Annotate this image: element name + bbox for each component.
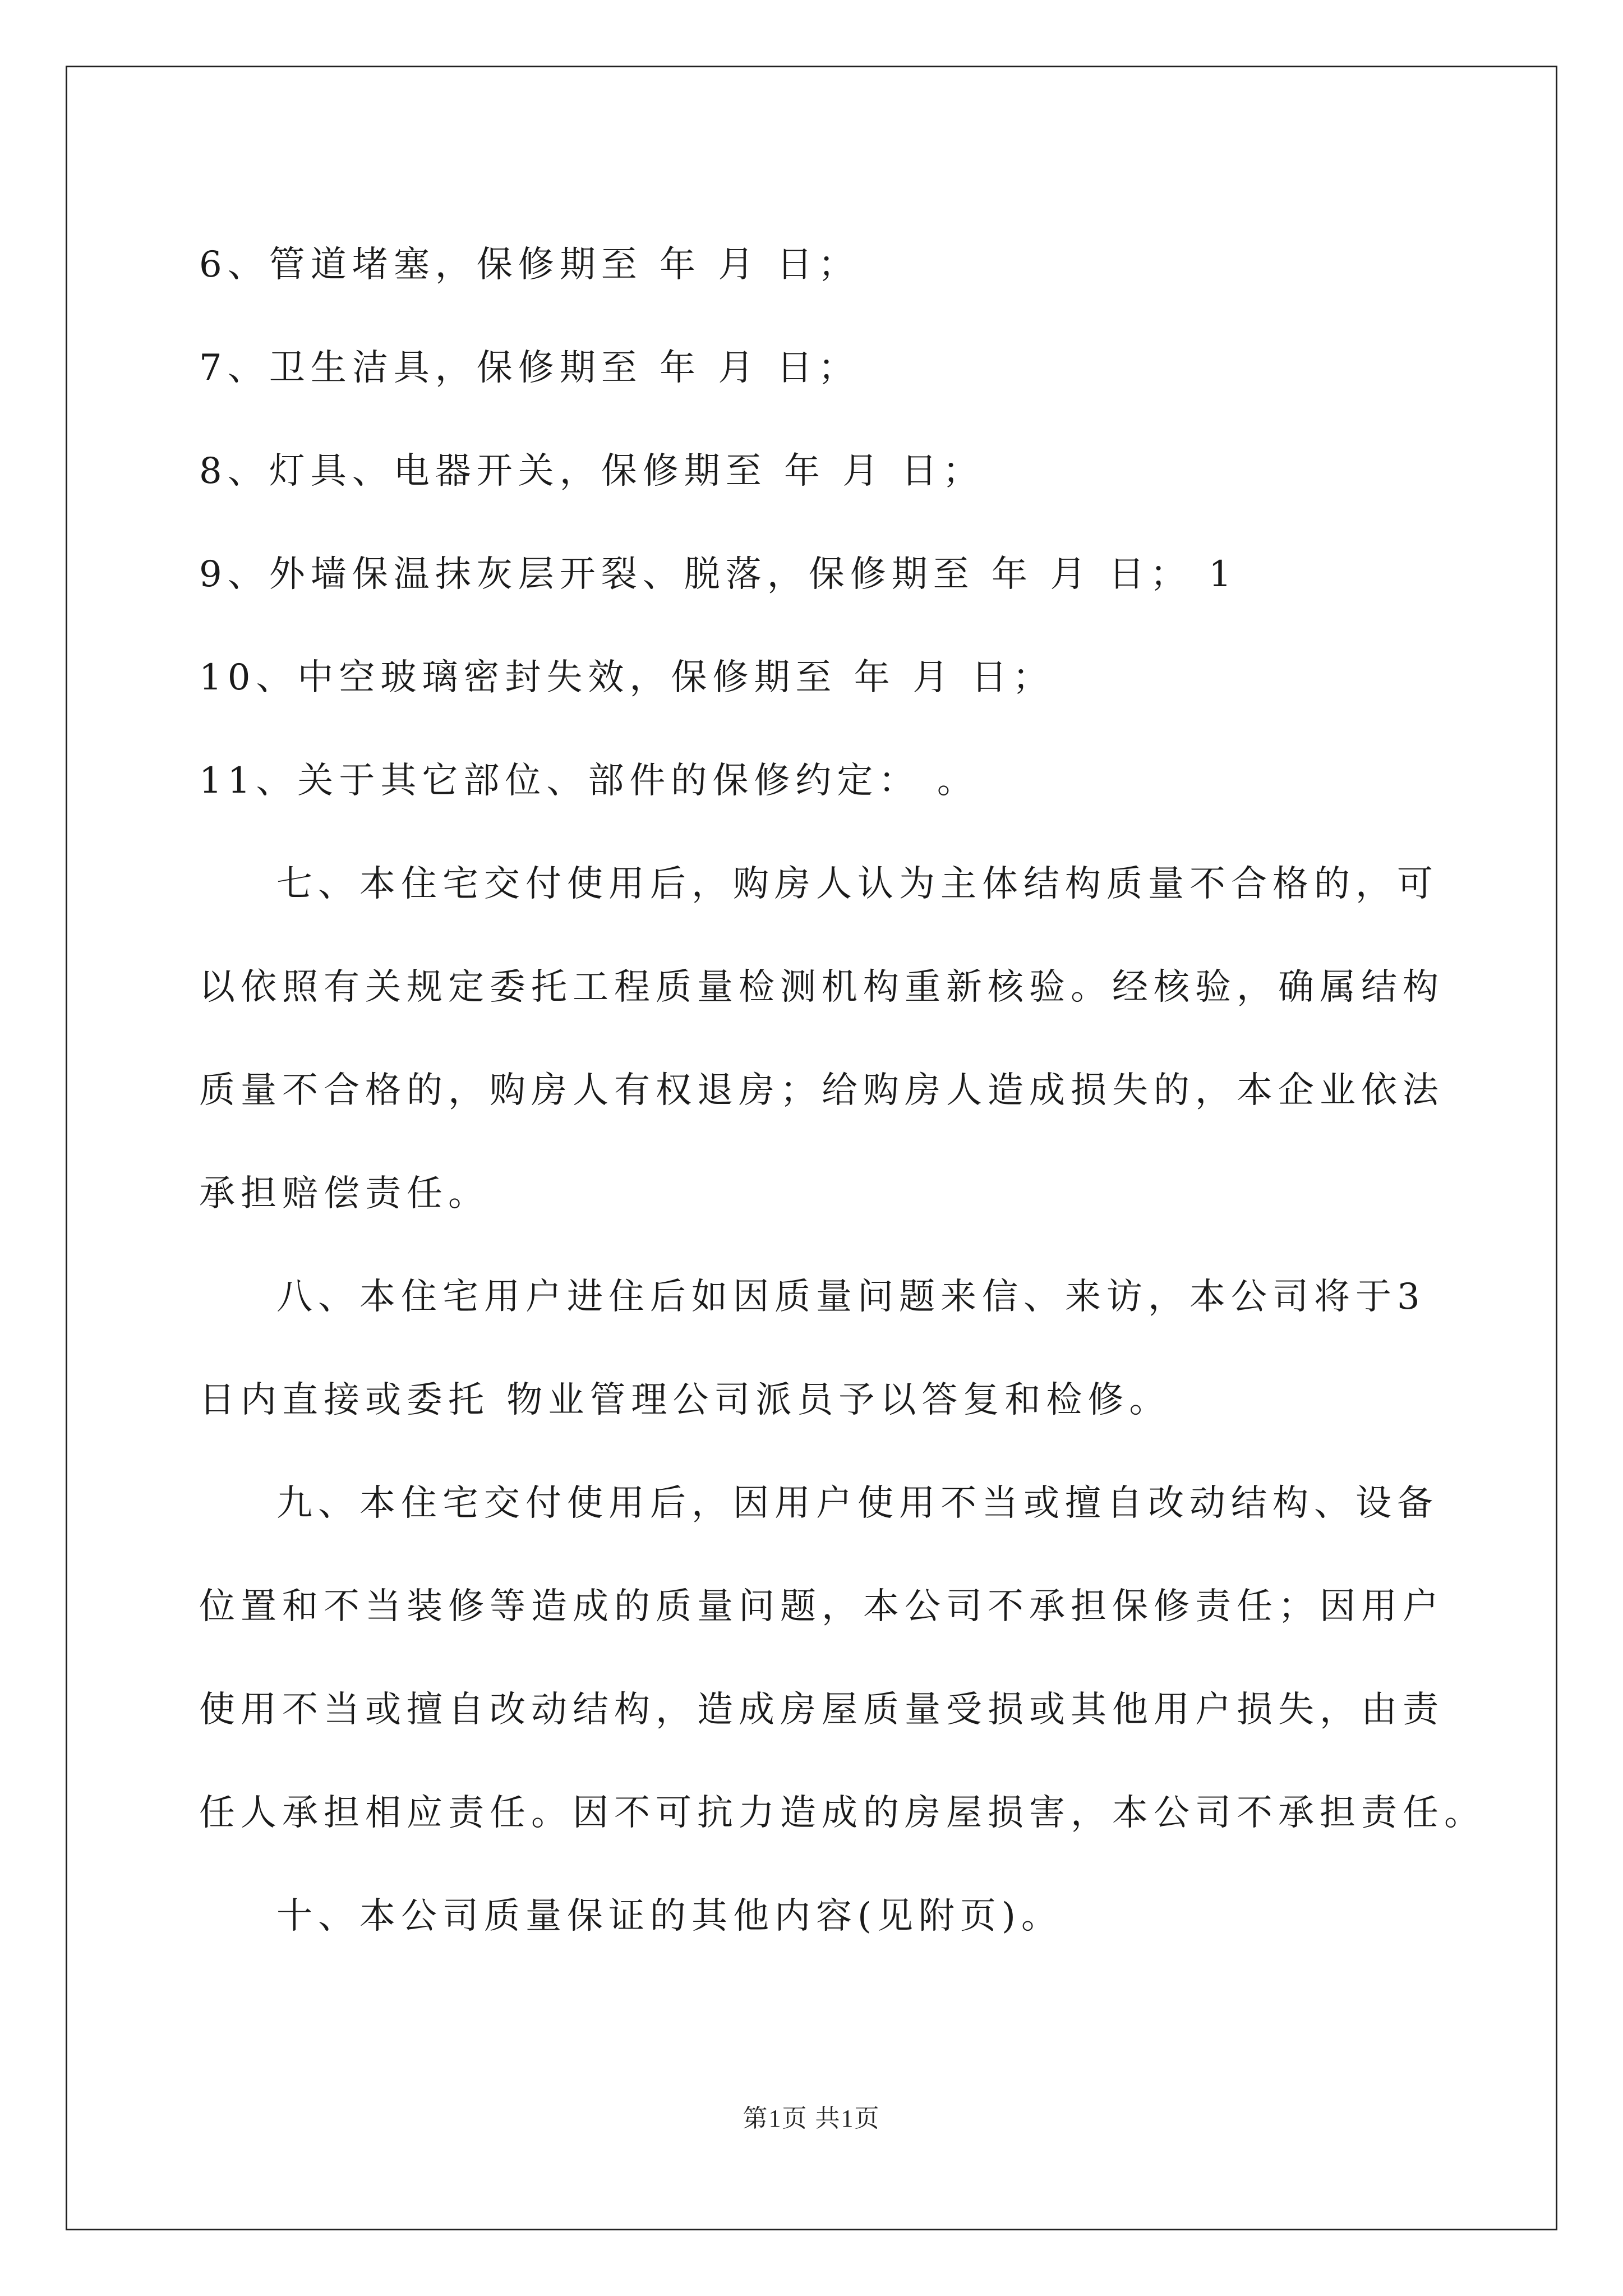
section-9-line-3: 使用不当或擅自改动结构，造成房屋质量受损或其他用户损失，由责	[199, 1689, 1444, 1731]
paragraph-11: 11、关于其它部位、部件的保修约定： 。	[199, 760, 979, 802]
paragraph-7: 7、卫生洁具，保修期至 年 月 日；	[199, 347, 860, 389]
paragraph-10: 10、中空玻璃密封失效，保修期至 年 月 日；	[199, 657, 1054, 698]
section-8-line-2: 日内直接或委托 物业管理公司派员予以答复和检修。	[199, 1379, 1171, 1421]
paragraph-6: 6、管道堵塞，保修期至 年 月 日；	[199, 244, 860, 286]
section-9-line-1: 九、本住宅交付使用后，因用户使用不当或擅自改动结构、设备	[276, 1483, 1438, 1524]
section-9-line-4: 任人承担相应责任。因不可抗力造成的房屋损害，本公司不承担责任。	[199, 1792, 1486, 1834]
paragraph-8: 8、灯具、电器开关，保修期至 年 月 日；	[199, 450, 984, 492]
section-7-line-4: 承担赔偿责任。	[199, 1173, 490, 1214]
section-9-line-2: 位置和不当装修等造成的质量问题，本公司不承担保修责任；因用户	[199, 1586, 1444, 1627]
page-footer: 第1页 共1页	[743, 2105, 880, 2132]
paragraph-9: 9、外墙保温抹灰层开裂、脱落，保修期至 年 月 日； 1	[199, 554, 1237, 595]
section-7-line-2: 以依照有关规定委托工程质量检测机构重新核验。经核验，确属结构	[199, 967, 1444, 1008]
section-7-line-3: 质量不合格的，购房人有权退房；给购房人造成损失的，本企业依法	[199, 1070, 1444, 1111]
section-10-line-1: 十、本公司质量保证的其他内容(见附页)。	[276, 1895, 1063, 1937]
section-8-line-1: 八、本住宅用户进住后如因质量问题来信、来访，本公司将于3	[276, 1276, 1426, 1318]
document-body	[199, 213, 1486, 1968]
section-7-line-1: 七、本住宅交付使用后，购房人认为主体结构质量不合格的，可	[276, 863, 1438, 905]
